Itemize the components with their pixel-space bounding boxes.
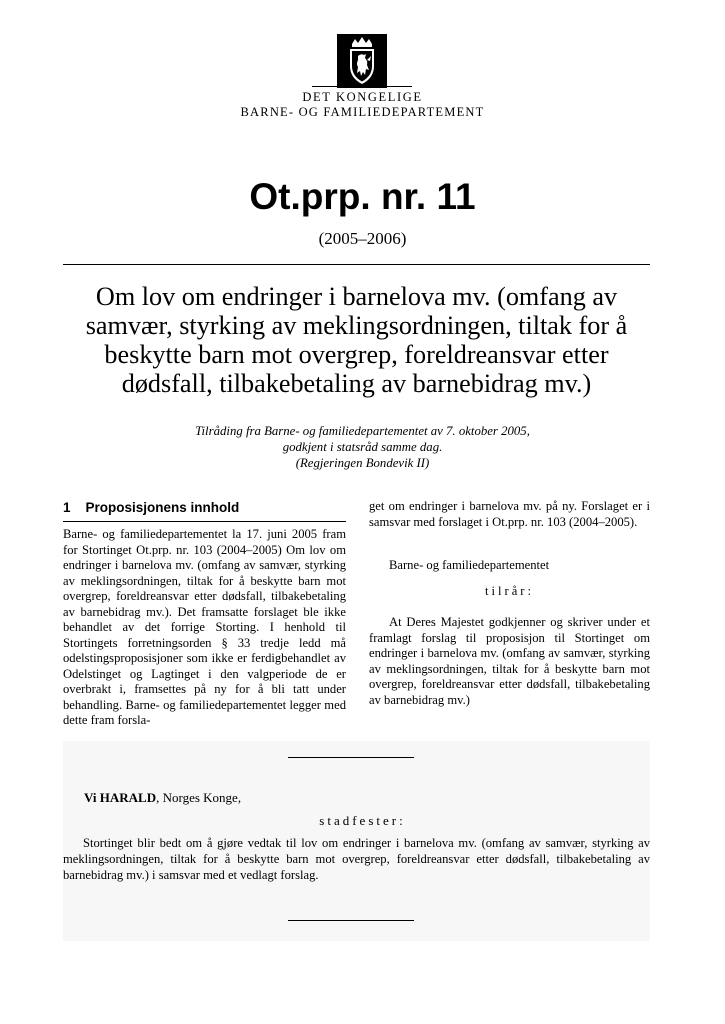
ministry-name: Barne- og familiedepartementet bbox=[389, 558, 550, 572]
section-heading: 1 Proposisjonens innhold bbox=[63, 500, 240, 515]
document-session: (2005–2006) bbox=[318, 229, 407, 248]
subtitle-line-1: Tilråding fra Barne- og familiedepartementet av 7. oktober 2005, bbox=[195, 424, 530, 438]
tilrar-label: tilrår: bbox=[485, 583, 534, 598]
stadfester-label: stadfester: bbox=[319, 813, 406, 828]
department-line-2: BARNE- OG FAMILIEDEPARTEMENT bbox=[240, 105, 485, 119]
section-heading-rule bbox=[63, 521, 346, 522]
decree-bottom-rule bbox=[288, 920, 414, 921]
king-line bbox=[84, 790, 241, 806]
title-divider bbox=[63, 264, 650, 265]
decree-top-rule bbox=[288, 757, 414, 758]
department-line-1: DET KONGELIGE bbox=[302, 90, 423, 104]
header-rule bbox=[312, 86, 412, 87]
king-title: , Norges Konge, bbox=[156, 790, 242, 805]
section-body-continuation: get om endringer i barnelova mv. på ny. Forslaget er i samsvar med forslaget i Ot.prp. nr. 103 (2004–2005). bbox=[369, 499, 650, 529]
subtitle-line-3: (Regjeringen Bondevik II) bbox=[295, 456, 430, 470]
section-body-paragraph: Barne- og familiedepartementet la 17. juni 2005 fram for Stortinget Ot.prp. nr. 103 (2004–2005) Om lov om endringer i barnelova mv. (omfang av samvær, styrking av meklingsordningen, tiltak for å beskytte barn mot overgrep, foreldreansvar etter dødsfall, tilbakebetaling av barnebidrag mv.). Det framsatte forslaget ble ikke behandlet av det forrige Storting. I henhold til Stortingets forretningsorden § 33 tredje ledd må odelstingsproposisjoner som ikke er ferdigbehandlet av Odelstinget og Lagtinget i den valgperiode de er overbrakt i, framsettes på ny for å bli tatt under behandling. Barne- og familiedepartementet legger med dette fram forsla- bbox=[63, 527, 346, 727]
right-column bbox=[369, 499, 650, 708]
document-subtitle bbox=[0, 423, 725, 471]
document-number: Ot.prp. nr. 11 bbox=[249, 176, 476, 217]
recommendation-paragraph: At Deres Majestet godkjenner og skriver under et framlagt forslag til proposisjon til Stortinget om endringer i barnelova mv. (omfang av samvær, styrking av meklingsordningen, tiltak for å beskytte barn mot overgrep, foreldreansvar etter dødsfall, tilbakebetaling av barnebidrag mv.) bbox=[369, 615, 650, 707]
coat-of-arms-icon bbox=[337, 34, 387, 88]
subtitle-line-2: godkjent i statsråd samme dag. bbox=[282, 440, 443, 454]
king-name: Vi HARALD bbox=[84, 790, 157, 805]
document-title: Om lov om endringer i barnelova mv. (omfang av samvær, styrking av meklingsordningen, tiltak for å beskytte barn mot overgrep, foreldreansvar etter dødsfall, tilbakebetaling av barnebidrag mv.) bbox=[85, 282, 628, 398]
left-column bbox=[63, 527, 346, 729]
decree-text: Stortinget blir bedt om å gjøre vedtak til lov om endringer i barnelova mv. (omfang av samvær, styrking av meklingsordningen, tiltak for å beskytte barn mot overgrep, foreldreansvar etter dødsfall, tilbakebetaling av barnebidrag mv.) i samsvar med et vedlagt forslag. bbox=[63, 836, 650, 882]
